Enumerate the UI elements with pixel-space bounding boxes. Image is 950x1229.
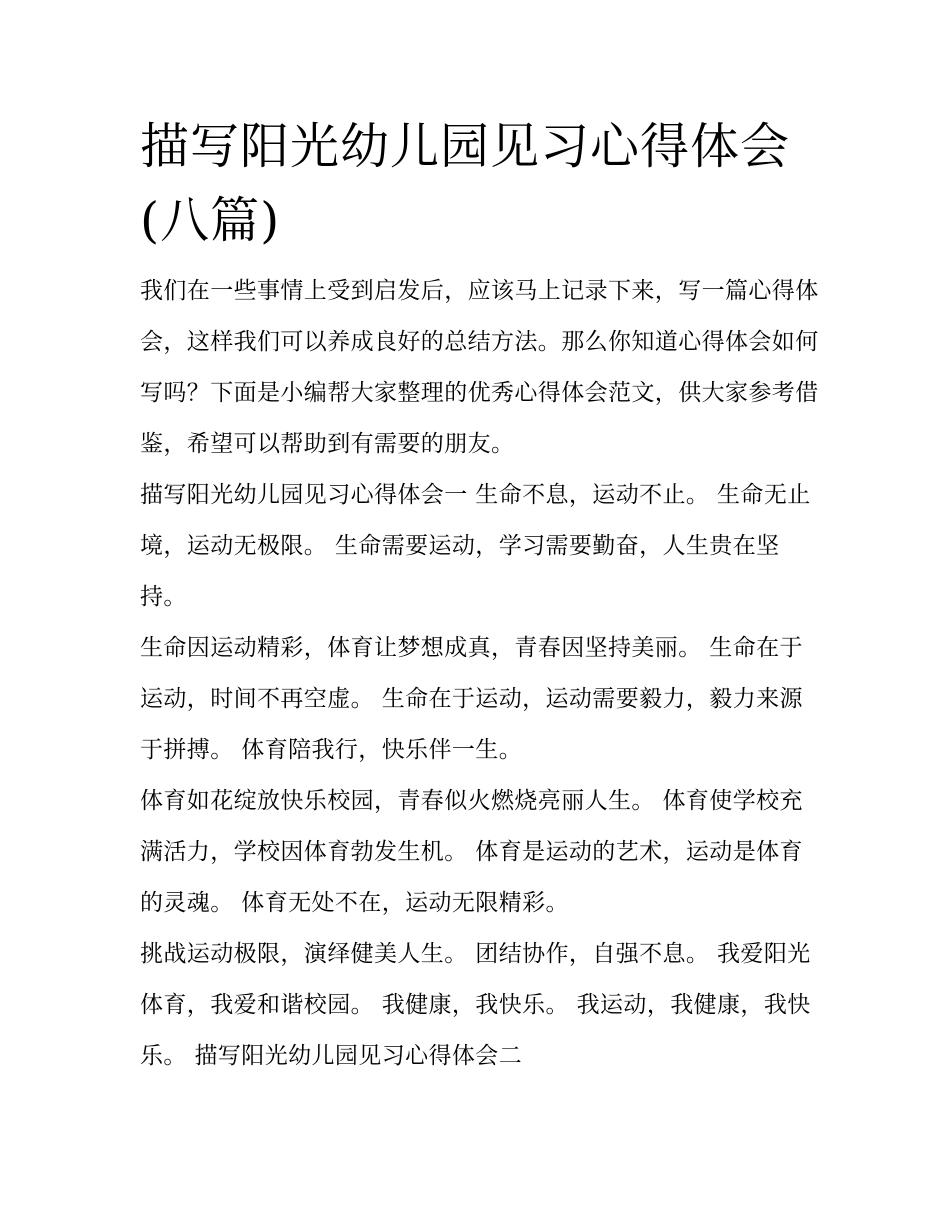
intro-paragraph: 我们在一些事情上受到启发后，应该马上记录下来，写一篇心得体会，这样我们可以养成良好的总结方法。那么你知道心得体会如何写吗？下面是小编帮大家整理的优秀心得体会范文，供大家参考借鉴，希望可以帮助到有需要的朋友。 <box>140 278 819 457</box>
title-line-2: (八篇) <box>140 192 281 249</box>
body-paragraph-3: 体育如花绽放快乐校园，青春似火燃烧亮丽人生。 体育使学校充满活力，学校因体育勃发生机。 体育是运动的艺术，运动是体育的灵魂。 体育无处不在，运动无限精彩。 <box>140 788 803 916</box>
title-line-1: 描写阳光幼儿园见习心得体会 <box>140 118 791 175</box>
document-page <box>140 110 820 1082</box>
body-paragraph-1: 描写阳光幼儿园见习心得体会一 生命不息，运动不止。 生命无止境，运动无极限。 生命需要运动，学习需要勤奋，人生贵在坚持。 <box>140 482 811 610</box>
body-paragraph-4: 挑战运动极限，演绎健美人生。 团结协作，自强不息。 我爱阳光体育，我爱和谐校园。 我健康，我快乐。 我运动，我健康，我快乐。 描写阳光幼儿园见习心得体会二 <box>140 941 811 1069</box>
document-title <box>140 110 820 258</box>
body-paragraph-2: 生命因运动精彩，体育让梦想成真，青春因坚持美丽。 生命在于运动，时间不再空虚。 生命在于运动，运动需要毅力，毅力来源于拼搏。 体育陪我行，快乐伴一生。 <box>140 635 803 763</box>
